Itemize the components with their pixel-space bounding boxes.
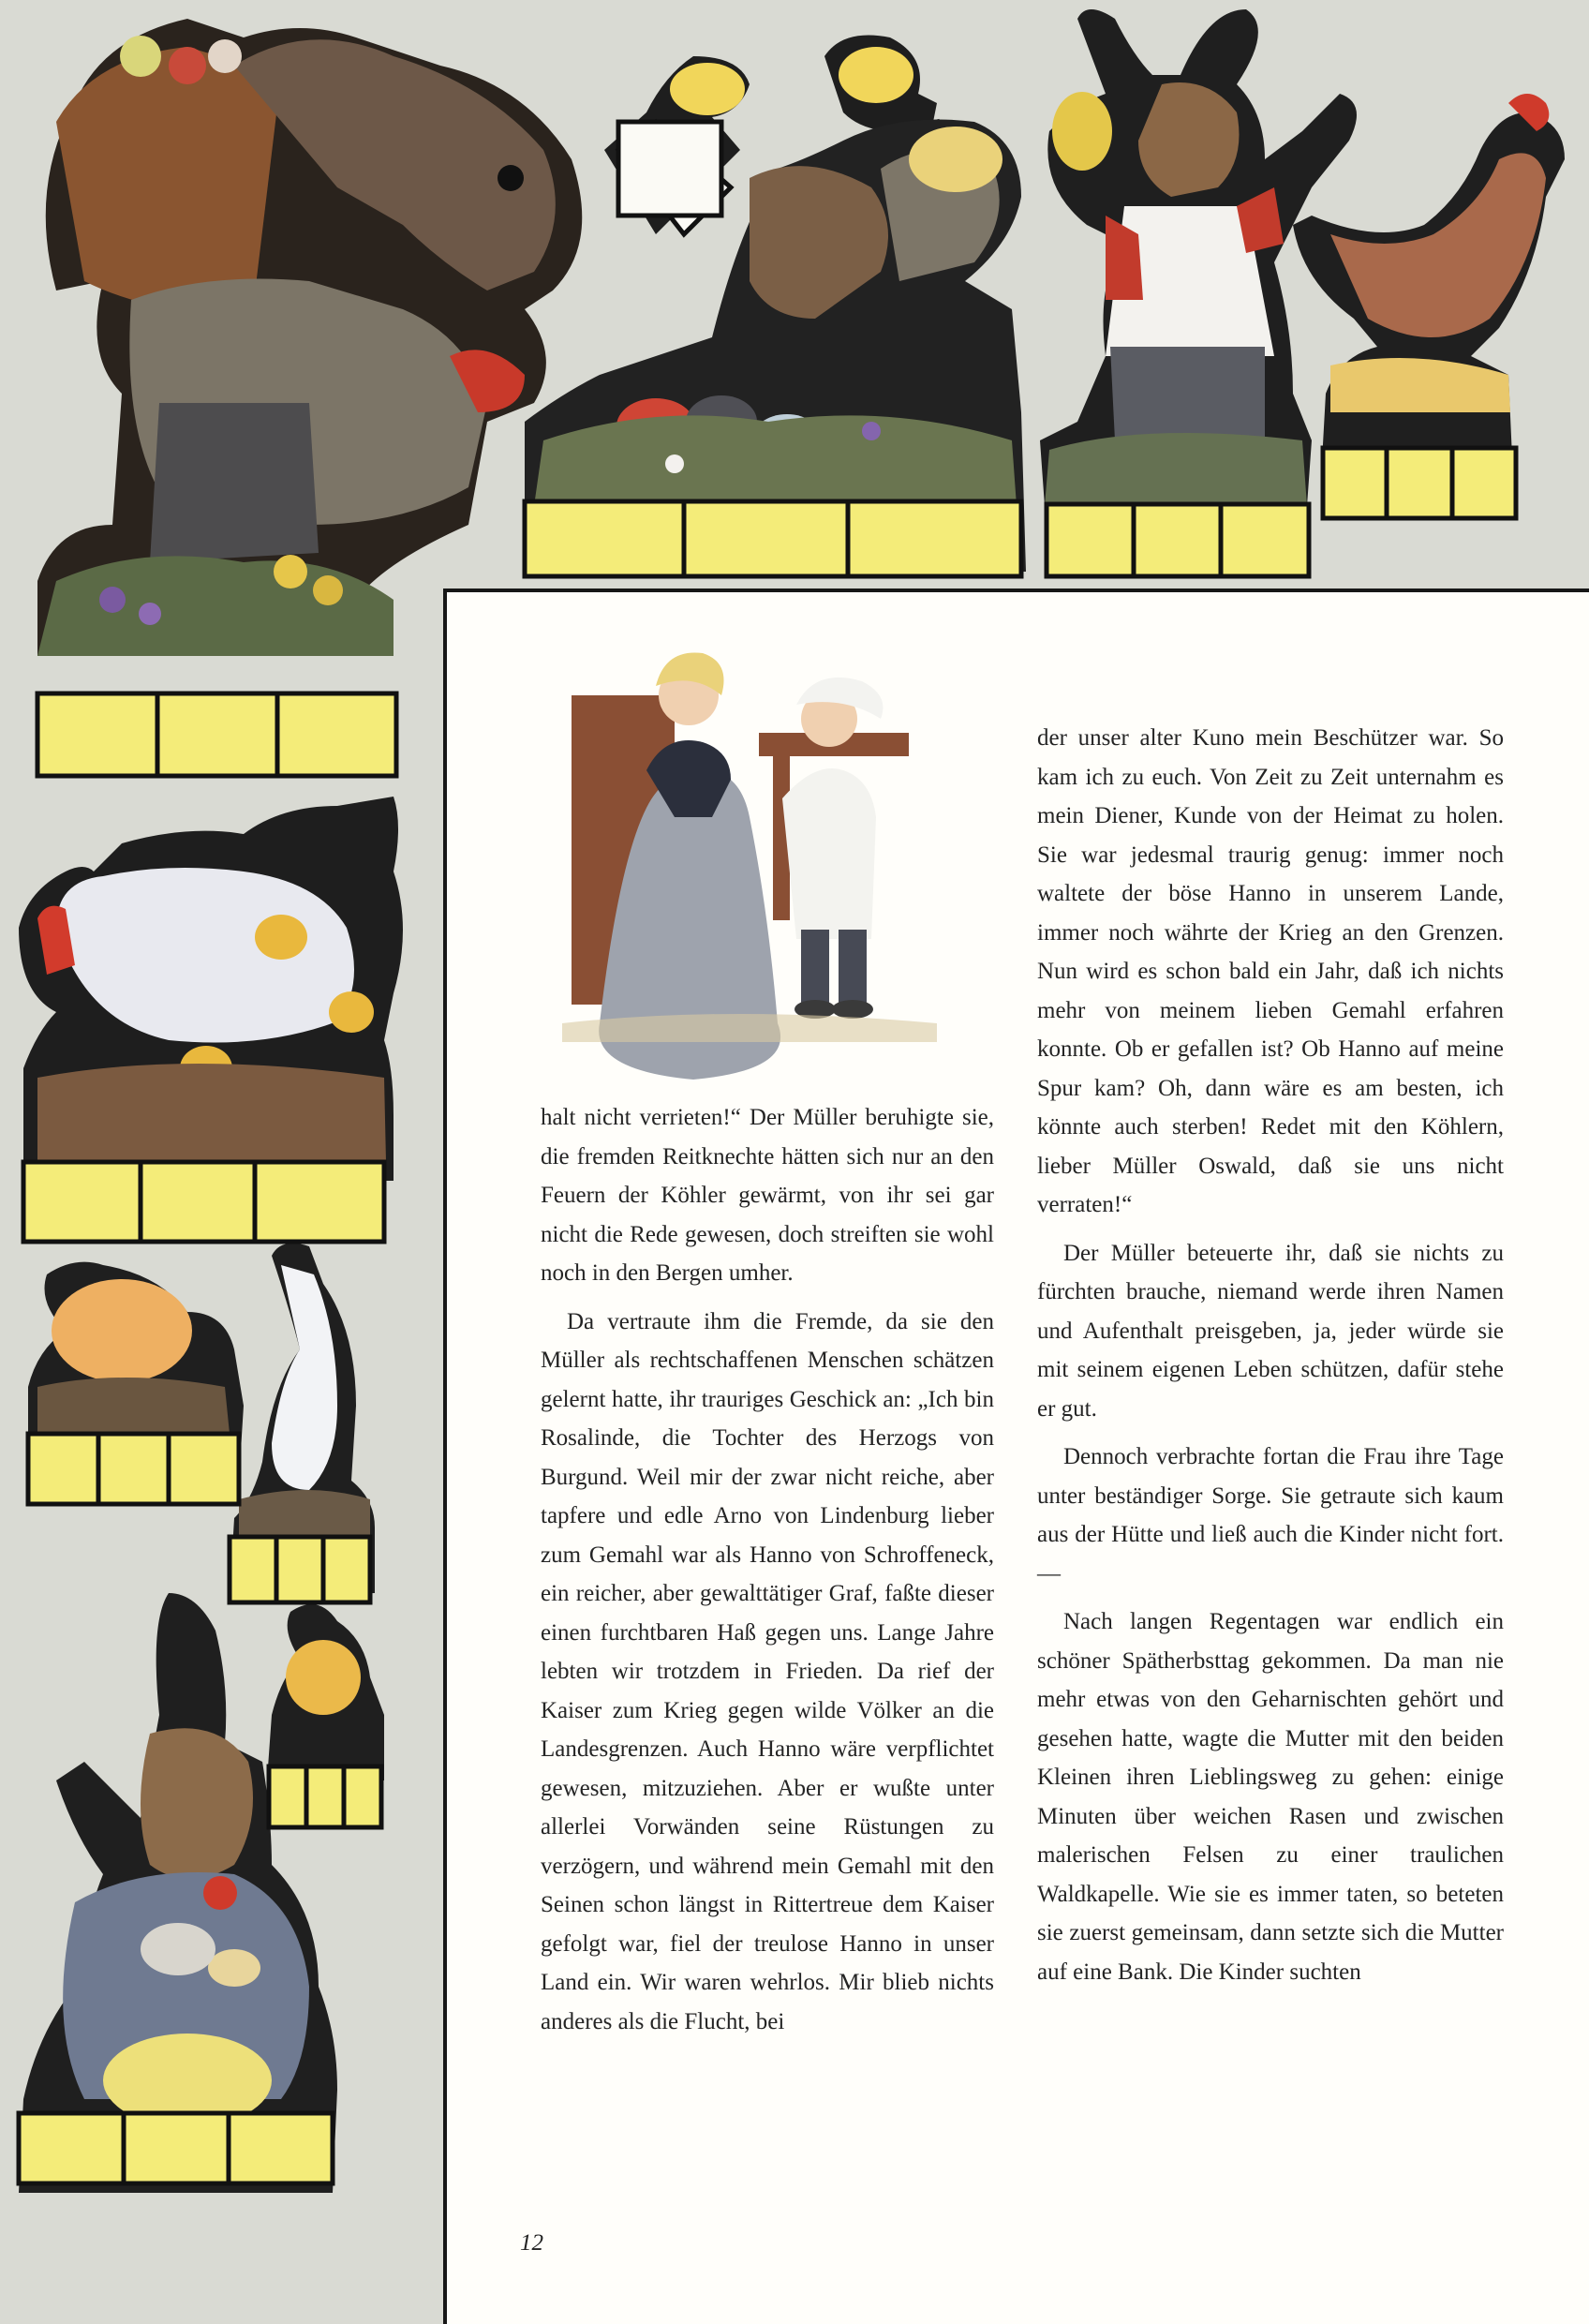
paragraph: Nach langen Regentagen war endlich ein schöner Spätherbsttag gekommen. Da man nie mehr etwas von den Geharnischten gehört und gesehen hatte, wagte die Mutter mit den beiden Kleinen ihren Lieblingsweg zu gehen: einige Minuten über weichen Rasen und zwischen malerischen Felsen zu einer traulichen Waldkapelle. Wie sie es immer taten, so beteten sie zuerst gemeinsam, dann setzte sich die Mutter auf eine Bank. Die Kinder suchten [1037,1609,1504,1985]
paragraph: halt nicht verrieten!“ Der Müller beruhigte sie, die fremden Reitknechte hätten sich nur an den Feuern der Köhler gewärmt, von ihr sei gar nicht die Rede gewesen, doch streiften sie wohl noch in den Bergen umher. [541,1105,994,1286]
small-chick-figure [267,1604,384,1780]
text-column-right [1037,719,1504,2001]
paragraph: Der Müller beteuerte ihr, daß sie nichts zu fürchten brauche, niemand werde ihren Namen und Aufenthalt preisgeben, ja, jeder würde sie mit seinem eigenen Leben schützen, dafür stehe er gut. [1037,1240,1504,1422]
rabbit-with-basket-figure [37,19,582,656]
paragraph: Dennoch verbrachte fortan die Frau ihre Tage unter beständiger Sorge. Sie getraute sich kaum aus der Hütte und ließ auch die Kinder nicht fort. — [1037,1444,1504,1587]
story-text-panel [443,588,1589,2324]
paragraph: der unser alter Kuno mein Beschützer war. So kam ich zu euch. Von Zeit zu Zeit unternahm es mein Diener, Kunde von der Heimat zu holen. Sie war jedesmal traurig genug: immer noch waltete der böse Hanno in unserem Lande, immer noch währte der Krieg an den Grenzen. Nun wird es schon bald ein Jahr, daß ich nichts mehr von meinem lieben Gemahl erfahren konnte. Ob er gefallen ist? Ob Hanno auf meine Spur kam? Oh, dann wäre es am besten, ich könnte auch sterben! Redet mit den Köhlern, lieber Müller Oswald, daß sie uns nicht verraten!“ [1037,725,1504,1217]
paragraph: Da vertraute ihm die Fremde, da sie den Müller als rechtschaffenen Menschen schätzen gelernt hatte, ihr trauriges Geschick an: „Ich bin Rosalinde, die Tochter des Herzogs von Burgund. Weil mir der zwar nicht reiche, aber tapfere und edle Arno von Lindenburg lieber zum Gemahl war als Hanno von Schroffeneck, ein reicher, aber gewalttätiger Graf, faßte dieser einen furchtbaren Haß gegen uns. Lange Jahre lebten wir trotzdem in Frieden. Da rief der Kaiser zum Krieg gegen wilde Völker an die Landesgrenzen. Auch Hanno wäre verpflichtet gewesen, mitzuziehen. Aber er wußte unter allerlei Vorwänden seine Rüstungen zu verzögern, und während mein Gemahl mit den Seinen schon längst in Rittertreue dem Kaiser gefolgt war, fiel der treulose Hanno in unser Land ein. Wir waren wehrlos. Mir blieb nichts anderes als die Flucht, bei [541,1308,994,2034]
mother-and-boy-illustration [543,630,946,1089]
page-number: 12 [520,2230,543,2256]
text-column-left [541,1098,994,2050]
hen-with-chicks-figure [19,797,403,1181]
